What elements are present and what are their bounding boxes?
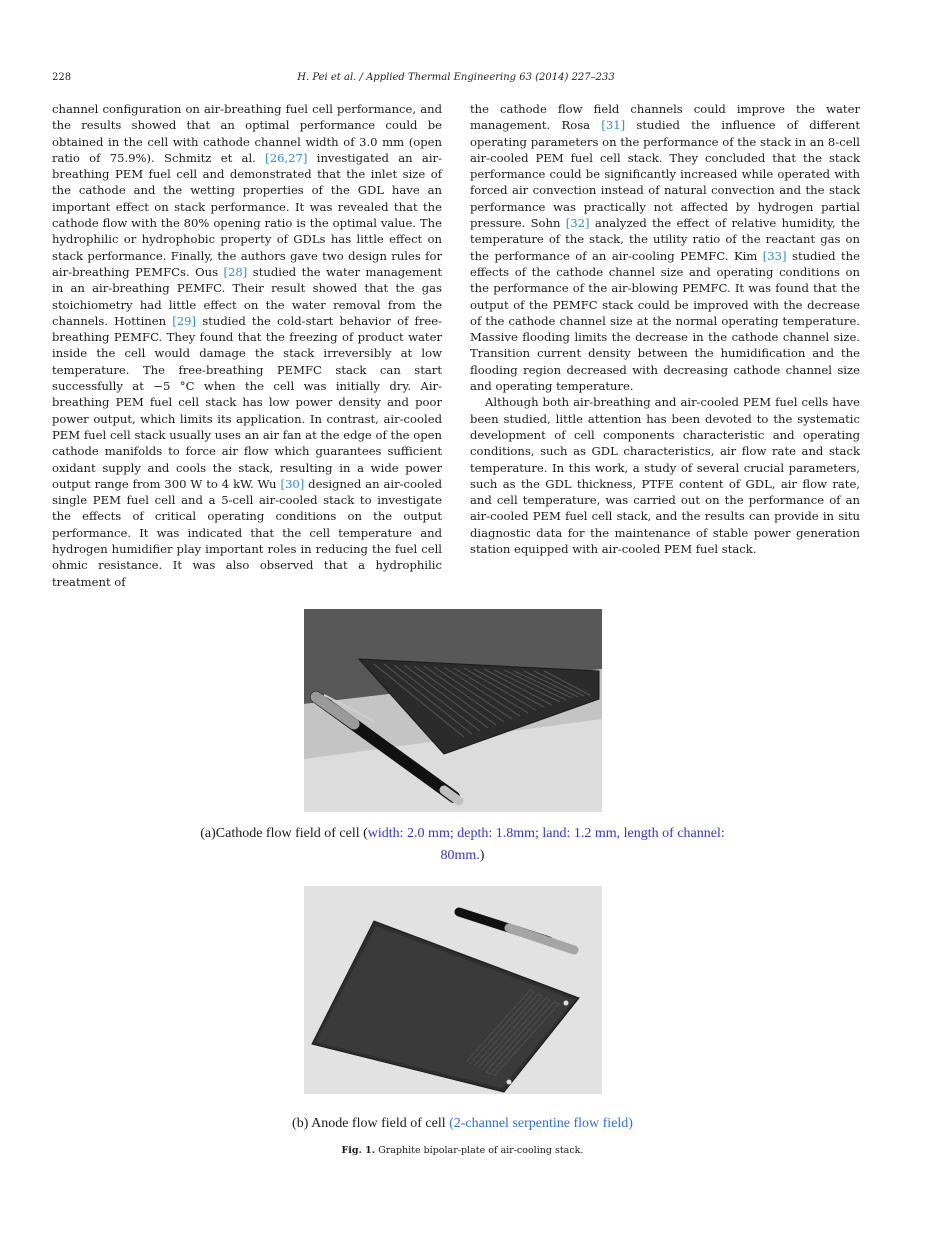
caption-b-prefix: (b) Anode flow field of cell: [292, 1116, 450, 1131]
anode-flow-field-photo: [304, 886, 602, 1094]
text-run: studied the effects of the cathode channel size and operating conditions on the performance of the air-blowing PEMFC. It was found that the output of the PEMFC stack could be improved with the decrease of the cathode channel size at the normal operating temperature. Massive flooding limits the decrease in the cathode channel size. Transition current density between the humidification and the flooding region decreased with decreasing cathode channel size and operating temperature.: [470, 248, 860, 394]
caption-a-detail: width: 2.0 mm; depth: 1.8mm; land: 1.2 mm, length of channel: 80mm.: [367, 826, 725, 863]
figure-label: Fig. 1.: [341, 1145, 376, 1156]
text-run: designed an air-cooled single PEM fuel cell and a 5-cell air-cooled stack to investigate the effects of critical operating conditions on the output performance. It was indicated that the cell temperature and hydrogen humidifier play important roles in reducing the fuel cell ohmic resistance. It was also observed that a hydrophilic treatment of: [52, 476, 442, 589]
caption-a-prefix: (a)Cathode flow field of cell (: [200, 826, 368, 841]
citation-link-28[interactable]: [28]: [223, 264, 248, 279]
text-run: investigated an air-breathing PEM fuel cell and demonstrated that the inlet size of the cathode and the wetting properties of the GDL have an important effect on stack performance. It was revealed that the cathode flow with the 80% opening ratio is the optimal value. The hydrophilic or hydrophobic property of GDLs has little effect on stack performance. Finally, the authors gave two design rules for air-breathing PEMFCs. Ous: [52, 150, 442, 279]
cathode-plate-image: [304, 609, 602, 812]
running-title: H. Pei et al. / Applied Thermal Engineering 63 (2014) 227–233: [297, 72, 615, 83]
figure-caption: [0, 1145, 925, 1156]
citation-link-32[interactable]: [32]: [565, 216, 590, 231]
page-header: [52, 72, 860, 88]
text-run: studied the cold-start behavior of free-breathing PEMFC. They found that the freezing of product water inside the cell would damage the stack irreversibly at low temperature. The free-breathing PEMFC stack can start successfully at −5 °C when the cell was initially dry. Air-breathing PEM fuel cell stack has low power density and poor power output, which limits its application. In contrast, air-cooled PEM fuel cell stack usually uses an air fan at the edge of the open cathode manifolds to force air flow which guarantees sufficient oxidant supply and cools the stack, resulting in a wide power output range from 300 W to 4 kW. Wu: [52, 313, 442, 491]
citation-link-30[interactable]: [30]: [280, 476, 305, 491]
text-run: studied the influence of different operating parameters on the performance of the stack in an 8-cell air-cooled PEM fuel cell stack. They concluded that the stack performance could be significantly increased while operated with forced air convection instead of natural convection and the stack performance was practically not affected by hydrogen partial pressure. Sohn: [470, 118, 860, 231]
right-column: [470, 101, 860, 557]
citation-link-26-27[interactable]: [26,27]: [265, 150, 308, 165]
left-column: [52, 101, 442, 590]
text-run: the cathode flow field channels could improve the water management. Rosa: [470, 102, 860, 133]
right-paragraph-2: Although both air-breathing and air-cooled PEM fuel cells have been studied, little attention has been devoted to the systematic development of cell components characteristic and operating conditions, such as GDL characteristics, air flow rate and stack temperature. In this work, a study of several crucial parameters, such as the GDL thickness, PTFE content of GDL, air flow rate, and cell temperature, was carried out on the performance of an air-cooled PEM fuel cell stack, and the results can provide in situ diagnostic data for the maintenance of stable power generation station equipped with air-cooled PEM fuel stack.: [470, 395, 860, 557]
caption-b-detail: (2-channel serpentine flow field): [449, 1116, 633, 1131]
cathode-flow-field-photo: [304, 609, 602, 812]
right-paragraph-1: [470, 101, 860, 394]
citation-link-29[interactable]: [29]: [172, 313, 197, 328]
text-run: analyzed the effect of relative humidity, the temperature of the stack, the utility ratio of the reactant gas on the performance of an air-cooling PEMFC. Kim: [470, 216, 860, 263]
caption-a: [190, 823, 735, 867]
anode-plate-image: [304, 886, 602, 1094]
caption-b: [190, 1113, 735, 1135]
text-run: studied the water management in an air-breathing PEMFC. Their result showed that the gas stoichiometry had little effect on the water removal from the channels. Hottinen: [52, 264, 442, 328]
text-run: channel configuration on air-breathing fuel cell performance, and the results showed that an optimal performance could be obtained in the cell with cathode channel width of 3.0 mm (open ratio of 75.9%). Schmitz et al.: [52, 102, 442, 165]
figure-caption-text: Graphite bipolar-plate of air-cooling stack.: [378, 1145, 584, 1156]
citation-link-33[interactable]: [33]: [762, 248, 787, 263]
page-number: 228: [52, 72, 72, 83]
caption-a-suffix: ): [479, 848, 485, 863]
left-paragraph-1: [52, 101, 442, 590]
citation-link-31[interactable]: [31]: [601, 118, 626, 133]
